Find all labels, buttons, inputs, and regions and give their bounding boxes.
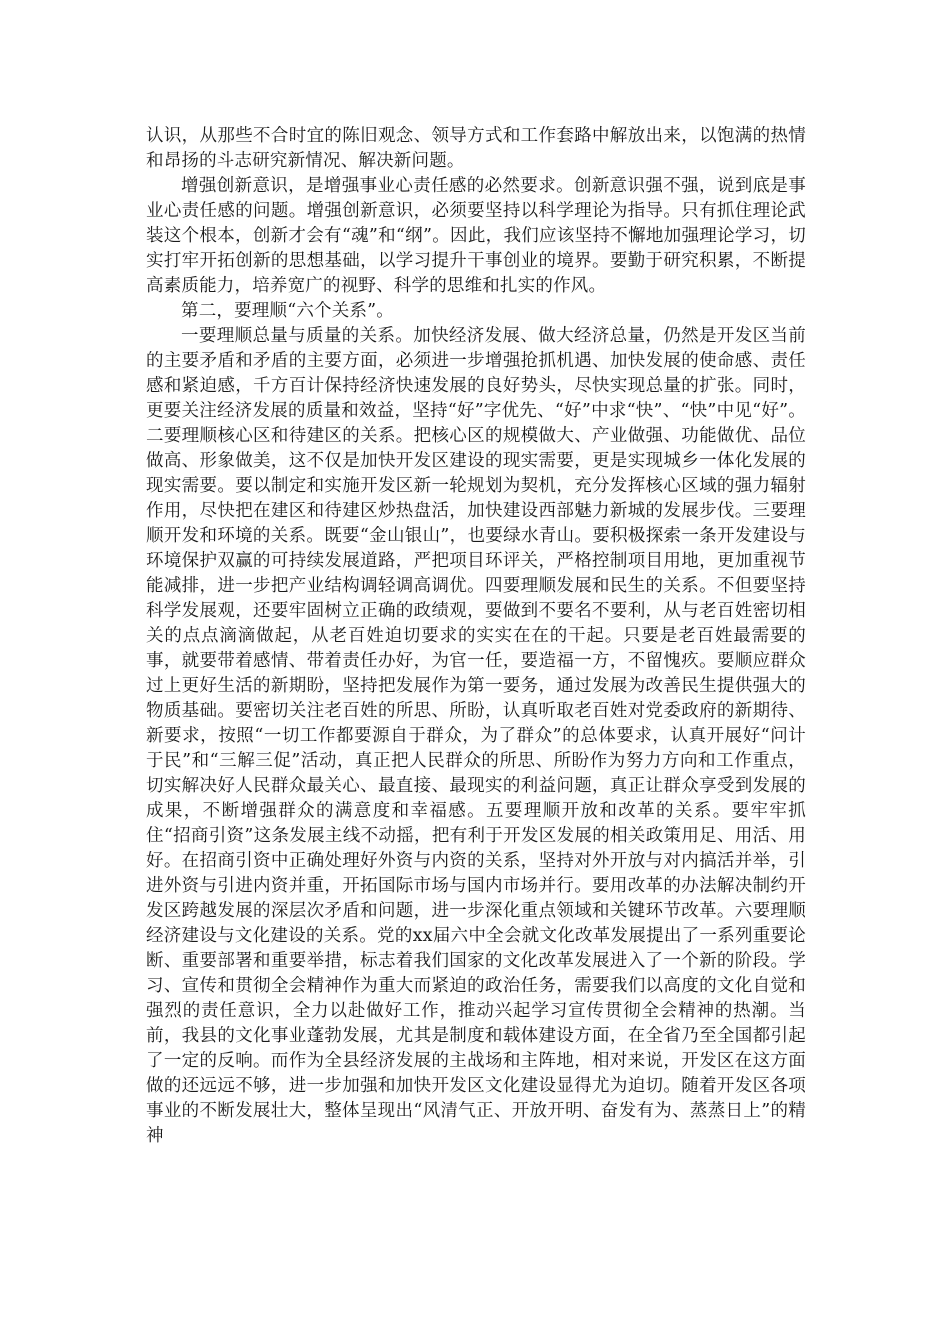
paragraph-six-relations: 一要理顺总量与质量的关系。加快经济发展、做大经济总量，仍然是开发区当前的主要矛盾和矛盾的主要方面，必须进一步增强抢抓机遇、加快发展的使命感、责任感和紧迫感，千方百计保持经济快速发展的良好势头，尽快实现总量的扩张。同时，更要关注经济发展的质量和效益，坚持“好”字优先、“好”中求“快”、“快”中见“好”。二要理顺核心区和待建区的关系。把核心区的规模做大、产业做强、功能做优、品位做高、形象做美，这不仅是加快开发区建设的现实需要，更是实现城乡一体化发展的现实需要。要以制定和实施开发区新一轮规划为契机，充分发挥核心区域的强力辐射作用，尽快把在建区和待建区炒热盘活，加快建设西部魅力新城的发展步伐。三要理顺开发和环境的关系。既要“金山银山”，也要绿水青山。要积极探索一条开发建设与环境保护双赢的可持续发展道路，严把项目环评关，严格控制项目用地，更加重视节能减排，进一步把产业结构调轻调高调优。四要理顺发展和民生的关系。不但要坚持科学发展观，还要牢固树立正确的政绩观，要做到不要名不要利，从与老百姓密切相关的点点滴滴做起，从老百姓迫切要求的实实在在的干起。只要是老百姓最需要的事，就要带着感情、带着责任办好，为官一任，要造福一方，不留愧疚。要顺应群众过上更好生活的新期盼，坚持把发展作为第一要务，通过发展为改善民生提供强大的物质基础。要密切关注老百姓的所思、所盼，认真听取老百姓对党委政府的新期待、新要求，按照“一切工作都要源自于群众，为了群众”的总体要求，认真开展好“问计于民”和“三解三促”活动，真正把人民群众的所思、所盼作为努力方向和工作重点，切实解决好人民群众最关心、最直接、最现实的利益问题，真正让群众享受到发展的成果，不断增强群众的满意度和幸福感。五要理顺开放和改革的关系。要牢牢抓住“招商引资”这条发展主线不动摇，把有利于开发区发展的相关政策用足、用活、用好。在招商引资中正确处理好外资与内资的关系，坚持对外开放与对内搞活并举，引进外资与引进内资并重，开拓国际市场与国内市场并行。要用改革的办法解决制约开发区跨越发展的深层次矛盾和问题，进一步深化重点领域和关键环节改革。六要理顺经济建设与文化建设的关系。党的xx届六中全会就文化改革发展提出了一系列重要论断、重要部署和重要举措，标志着我们国家的文化改革发展进入了一个新的阶段。学习、宣传和贯彻全会精神作为重大而紧迫的政治任务，需要我们以高度的文化自觉和强烈的责任意识，全力以赴做好工作，推动兴起学习宣传贯彻全会精神的热潮。当前，我县的文化事业蓬勃发展，尤其是制度和载体建设方面，在全省乃至全国都引起了一定的反响。而作为全县经济发展的主战场和主阵地，相对来说，开发区在这方面做的还远远不够，进一步加强和加快开发区文化建设显得尤为迫切。随着开发区各项事业的不断发展壮大，整体呈现出“风清气正、开放开明、奋发有为、蒸蒸日上”的精神	[146, 326, 806, 1146]
paragraph-continuation: 认识，从那些不合时宜的陈旧观念、领导方式和工作套路中解放出来，以饱满的热情和昂扬的斗志研究新情况、解决新问题。	[146, 126, 806, 171]
paragraph-innovation-awareness: 增强创新意识，是增强事业心责任感的必然要求。创新意识强不强，说到底是事业心责任感的问题。增强创新意识，必须要坚持以科学理论为指导。只有抓住理论武装这个根本，创新才会有“魂”和“纲”。因此，我们应该坚持不懈地加强理论学习，切实打牢开拓创新的思想基础，以学习提升干事创业的境界。要勤于研究积累，不断提高素质能力，培养宽广的视野、科学的思维和扎实的作风。	[146, 176, 806, 296]
document-body	[146, 124, 806, 1149]
section-heading-six-relations: 第二，要理顺“六个关系”。	[181, 301, 394, 321]
